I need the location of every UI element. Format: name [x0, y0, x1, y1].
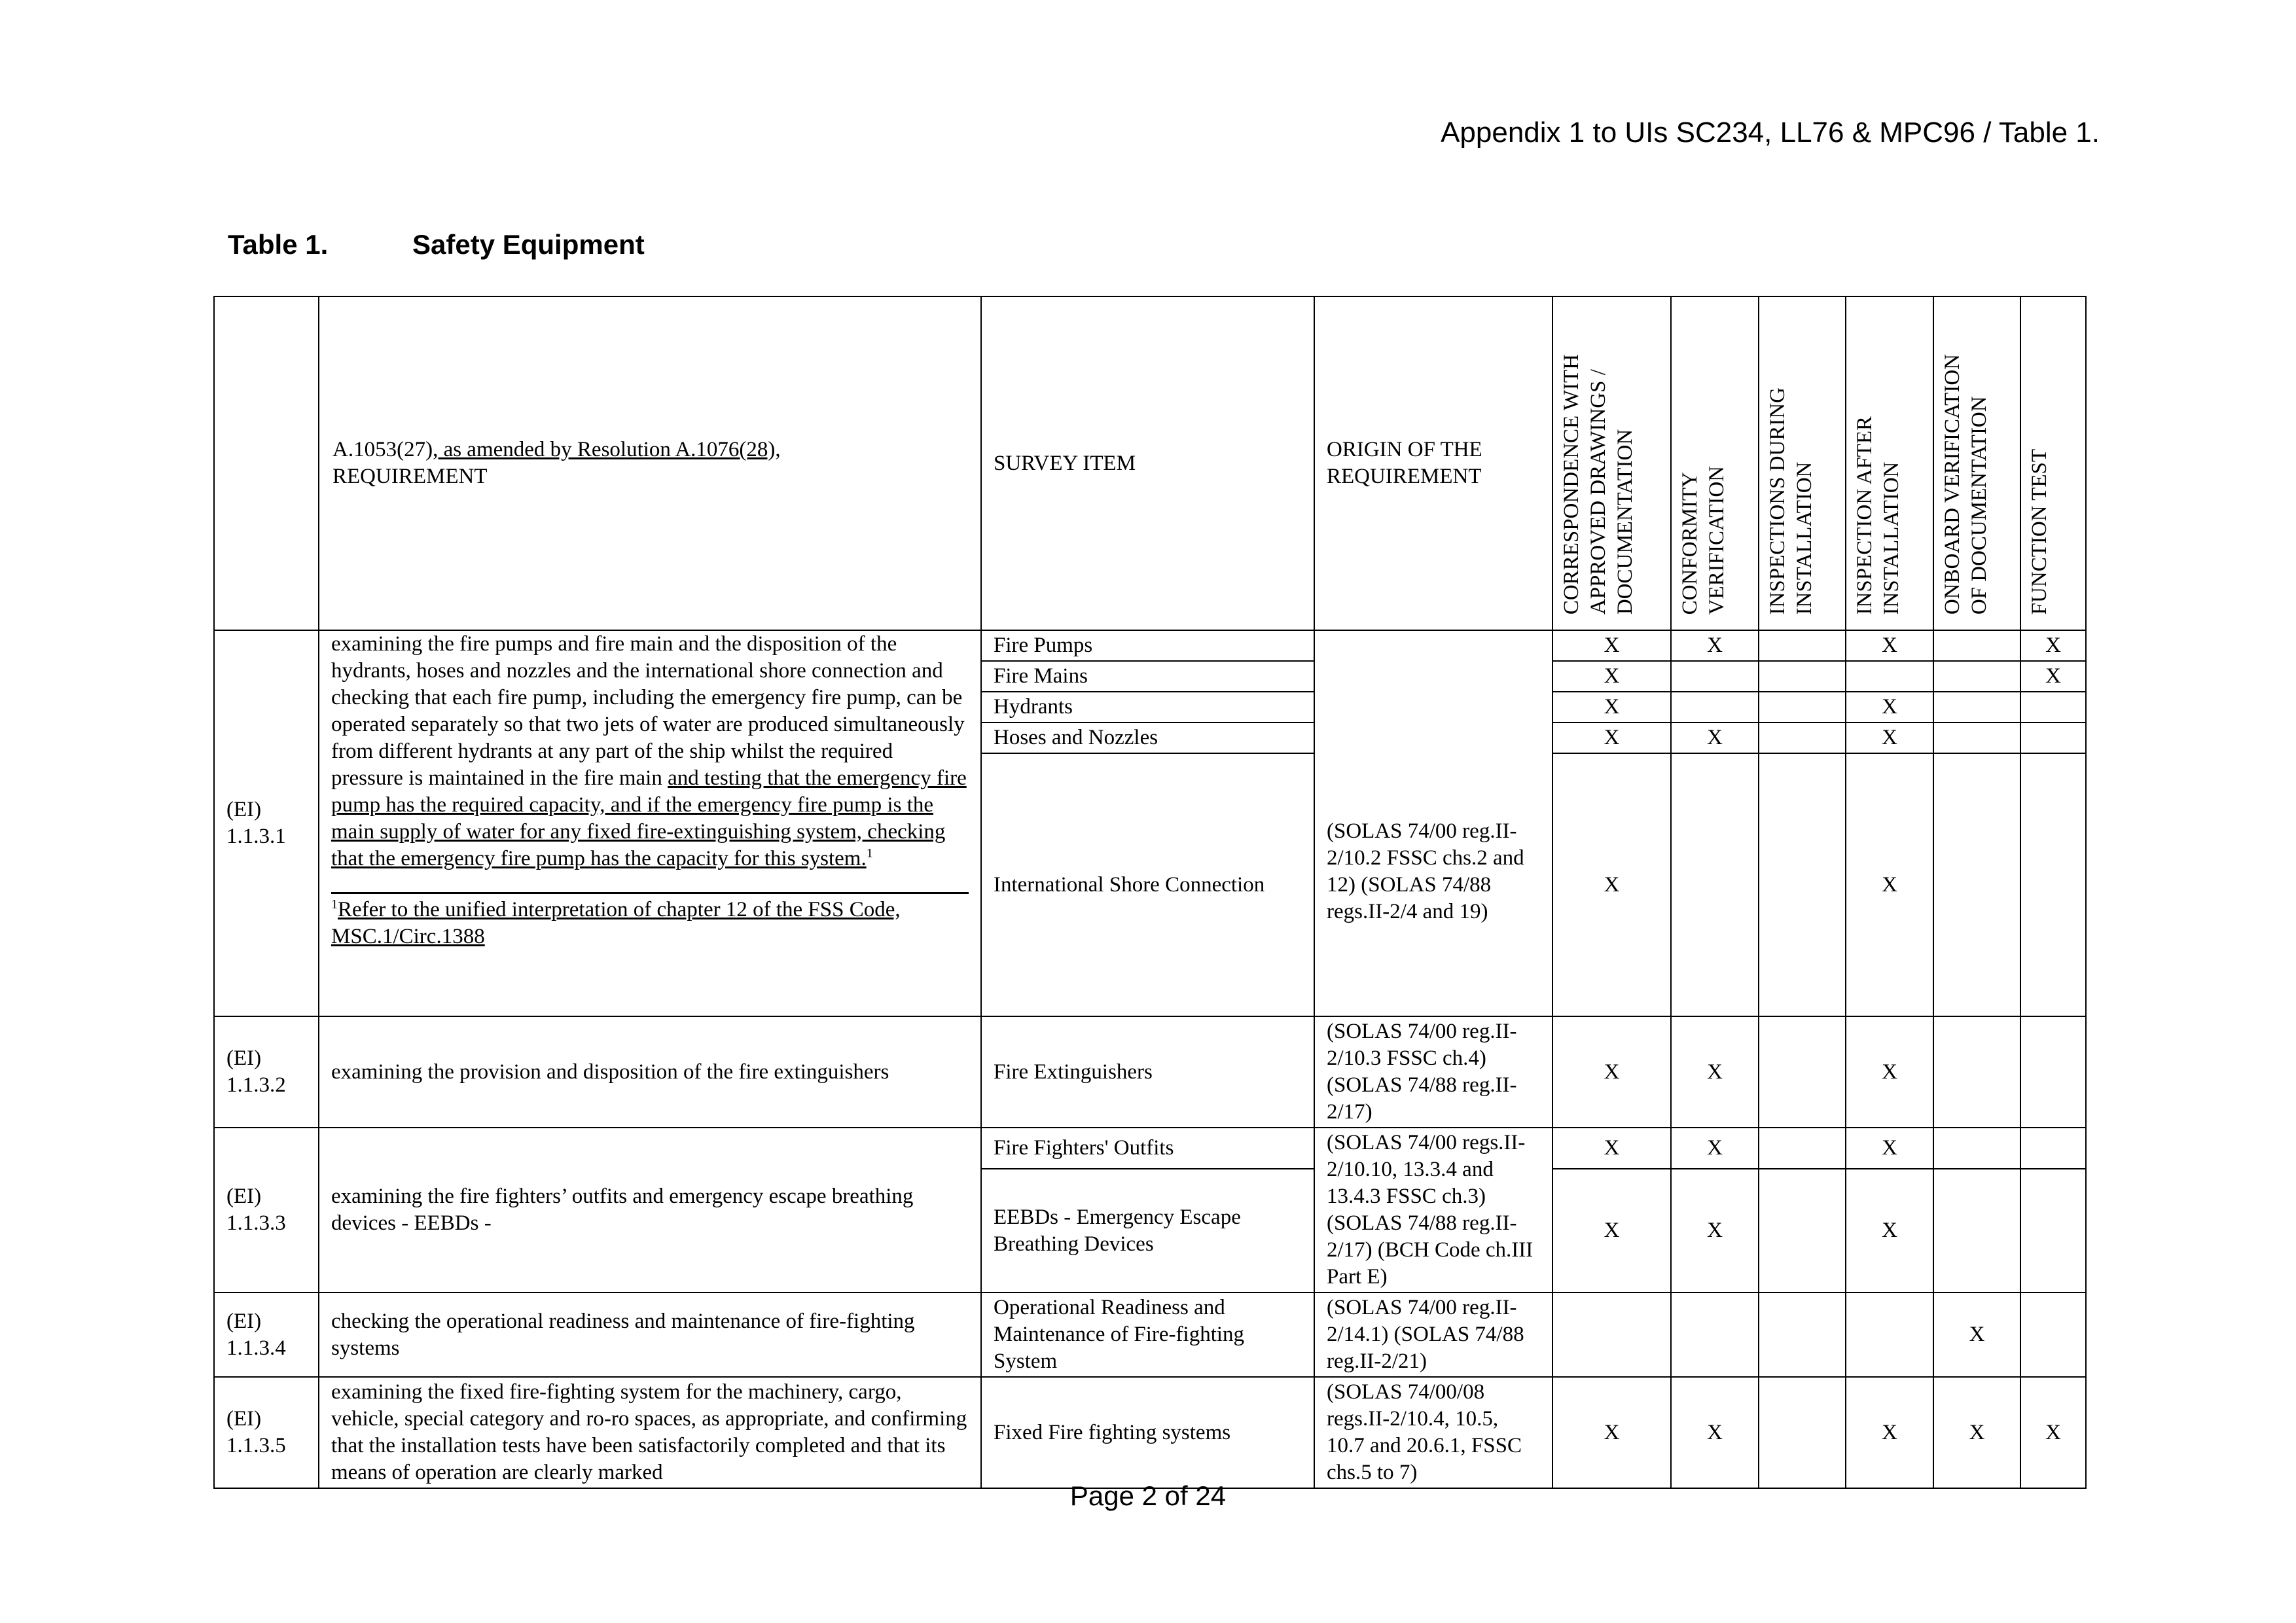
mark-inspections-during	[1759, 1377, 1846, 1488]
header-correspondence: CORRESPONDENCE WITH APPROVED DRAWINGS / DOCUMENTATION	[1552, 296, 1671, 630]
mark-conformity: X	[1671, 630, 1759, 661]
header-requirement-label: REQUIREMENT	[332, 465, 488, 488]
header-survey-item: SURVEY ITEM	[981, 296, 1314, 630]
survey-item: Fire Fighters' Outfits	[981, 1128, 1314, 1169]
footnote-mark: 1	[866, 846, 873, 861]
header-ref-cell	[214, 296, 319, 630]
row-ref: (EI) 1.1.3.5	[214, 1377, 319, 1488]
header-requirement-amendment: , as amended by Resolution A.1076(28),	[433, 438, 781, 461]
header-origin: ORIGIN OF THE REQUIREMENT	[1314, 296, 1552, 630]
table-number: Table 1.	[228, 229, 329, 260]
header-requirement	[319, 296, 981, 630]
mark-conformity	[1671, 753, 1759, 1016]
mark-onboard	[1933, 692, 2020, 722]
mark-inspections-during	[1759, 1016, 1846, 1128]
mark-conformity: X	[1671, 1016, 1759, 1128]
survey-item: Hydrants	[981, 692, 1314, 722]
mark-conformity: X	[1671, 1128, 1759, 1169]
mark-inspection-after: X	[1846, 1377, 1933, 1488]
mark-inspection-after: X	[1846, 1169, 1933, 1293]
mark-correspondence: X	[1552, 661, 1671, 692]
mark-function-test	[2020, 722, 2086, 753]
row-requirement: examining the fire fighters’ outfits and emergency escape breathing devices - EEBDs -	[319, 1128, 981, 1293]
mark-onboard	[1933, 1128, 2020, 1169]
row-ref: (EI) 1.1.3.3	[214, 1128, 319, 1293]
survey-item: Fire Mains	[981, 661, 1314, 692]
mark-correspondence: X	[1552, 1169, 1671, 1293]
mark-onboard	[1933, 661, 2020, 692]
mark-conformity	[1671, 1293, 1759, 1377]
mark-inspection-after: X	[1846, 1016, 1933, 1128]
mark-function-test	[2020, 1293, 2086, 1377]
table-row	[214, 1016, 2086, 1128]
row-requirement: examining the provision and disposition of the fire extinguishers	[319, 1016, 981, 1128]
survey-item: Hoses and Nozzles	[981, 722, 1314, 753]
mark-onboard	[1933, 630, 2020, 661]
mark-function-test	[2020, 1128, 2086, 1169]
mark-inspection-after: X	[1846, 722, 1933, 753]
mark-inspection-after: X	[1846, 1128, 1933, 1169]
mark-onboard	[1933, 1016, 2020, 1128]
header-inspections-during: INSPECTIONS DURING INSTALLATION	[1759, 296, 1846, 630]
mark-conformity: X	[1671, 1377, 1759, 1488]
survey-item: EEBDs - Emergency Escape Breathing Devices	[981, 1169, 1314, 1293]
mark-function-test	[2020, 1169, 2086, 1293]
mark-onboard	[1933, 722, 2020, 753]
row-ref: (EI) 1.1.3.4	[214, 1293, 319, 1377]
mark-correspondence: X	[1552, 1377, 1671, 1488]
survey-item: Operational Readiness and Maintenance of Fire-fighting System	[981, 1293, 1314, 1377]
requirement-text-underlined: and testing that the emergency fire pump has the required capacity, and if the emergency fire pump is the main supply of water for any fixed fire-extinguishing system, checking that the emergency fire pump has the capacity for this system.	[331, 766, 967, 870]
survey-item: Fire Pumps	[981, 630, 1314, 661]
mark-conformity	[1671, 661, 1759, 692]
survey-item: Fixed Fire fighting systems	[981, 1377, 1314, 1488]
footnote-number: 1	[331, 897, 338, 912]
footnote-rule	[331, 892, 969, 894]
mark-function-test: X	[2020, 661, 2086, 692]
mark-inspections-during	[1759, 722, 1846, 753]
safety-equipment-table	[213, 296, 2087, 1489]
mark-inspection-after	[1846, 661, 1933, 692]
mark-onboard	[1933, 1169, 2020, 1293]
mark-correspondence: X	[1552, 692, 1671, 722]
mark-onboard: X	[1933, 1293, 2020, 1377]
mark-inspections-during	[1759, 1293, 1846, 1377]
mark-correspondence: X	[1552, 722, 1671, 753]
mark-inspection-after	[1846, 1293, 1933, 1377]
row-requirement: examining the fixed fire-fighting system for the machinery, cargo, vehicle, special category and ro-ro spaces, as appropriate, and confirming that the installation tests have been satisfactorily completed and that its means of operation are clearly marked	[319, 1377, 981, 1488]
row-origin: (SOLAS 74/00 reg.II-2/10.2 FSSC chs.2 and 12) (SOLAS 74/88 regs.II-2/4 and 19)	[1314, 630, 1552, 1016]
footnote-text: Refer to the unified interpretation of chapter 12 of the FSS Code, MSC.1/Circ.1388	[331, 898, 901, 948]
page-header: Appendix 1 to UIs SC234, LL76 & MPC96 / Table 1.	[1441, 116, 2100, 149]
mark-function-test	[2020, 1016, 2086, 1128]
mark-inspections-during	[1759, 692, 1846, 722]
row-origin: (SOLAS 74/00 reg.II-2/14.1) (SOLAS 74/88 reg.II-2/21)	[1314, 1293, 1552, 1377]
row-origin: (SOLAS 74/00 regs.II-2/10.10, 13.3.4 and 13.4.3 FSSC ch.3) (SOLAS 74/88 reg.II-2/17) (BCH Code ch.III Part E)	[1314, 1128, 1552, 1293]
table-title	[228, 229, 645, 260]
survey-item: International Shore Connection	[981, 753, 1314, 1016]
row-ref: (EI) 1.1.3.2	[214, 1016, 319, 1128]
mark-inspections-during	[1759, 753, 1846, 1016]
table-row	[214, 1293, 2086, 1377]
page-number: Page 2 of 24	[1069, 1480, 1227, 1511]
mark-function-test: X	[2020, 1377, 2086, 1488]
row-ref: (EI) 1.1.3.1	[214, 630, 319, 1016]
mark-inspections-during	[1759, 630, 1846, 661]
survey-item: Fire Extinguishers	[981, 1016, 1314, 1128]
mark-conformity: X	[1671, 1169, 1759, 1293]
table-name: Safety Equipment	[412, 229, 645, 260]
header-function-test: FUNCTION TEST	[2020, 296, 2086, 630]
mark-onboard	[1933, 753, 2020, 1016]
mark-inspection-after: X	[1846, 630, 1933, 661]
table-header-row	[214, 296, 2086, 630]
mark-function-test	[2020, 753, 2086, 1016]
header-requirement-ref: A.1053(27)	[332, 438, 433, 461]
mark-function-test: X	[2020, 630, 2086, 661]
header-conformity: CONFORMITY VERIFICATION	[1671, 296, 1759, 630]
row-origin: (SOLAS 74/00 reg.II-2/10.3 FSSC ch.4) (SOLAS 74/88 reg.II-2/17)	[1314, 1016, 1552, 1128]
mark-correspondence	[1552, 1293, 1671, 1377]
table-row	[214, 1128, 2086, 1169]
requirement-text: examining the fire pumps and fire main and the disposition of the hydrants, hoses and nozzles and the international shore connection and checking that each fire pump, including the emergency fire pump, can be operated separately so that two jets of water are produced simultaneously from different hydrants at any part of the ship whilst the required pressure is maintained in the fire main	[331, 632, 965, 790]
table-row	[214, 630, 2086, 661]
mark-inspections-during	[1759, 661, 1846, 692]
mark-correspondence: X	[1552, 1128, 1671, 1169]
row-requirement	[319, 630, 981, 1016]
mark-correspondence: X	[1552, 630, 1671, 661]
mark-correspondence: X	[1552, 753, 1671, 1016]
table-row	[214, 1377, 2086, 1488]
mark-inspections-during	[1759, 1128, 1846, 1169]
mark-conformity: X	[1671, 722, 1759, 753]
mark-inspection-after: X	[1846, 692, 1933, 722]
mark-onboard: X	[1933, 1377, 2020, 1488]
mark-inspections-during	[1759, 1169, 1846, 1293]
header-onboard: ONBOARD VERIFICATION OF DOCUMENTATION	[1933, 296, 2020, 630]
row-requirement: checking the operational readiness and maintenance of fire-fighting systems	[319, 1293, 981, 1377]
mark-inspection-after: X	[1846, 753, 1933, 1016]
mark-correspondence: X	[1552, 1016, 1671, 1128]
row-origin: (SOLAS 74/00/08 regs.II-2/10.4, 10.5, 10.7 and 20.6.1, FSSC chs.5 to 7)	[1314, 1377, 1552, 1488]
header-inspection-after: INSPECTION AFTER INSTALLATION	[1846, 296, 1933, 630]
mark-function-test	[2020, 692, 2086, 722]
mark-conformity	[1671, 692, 1759, 722]
